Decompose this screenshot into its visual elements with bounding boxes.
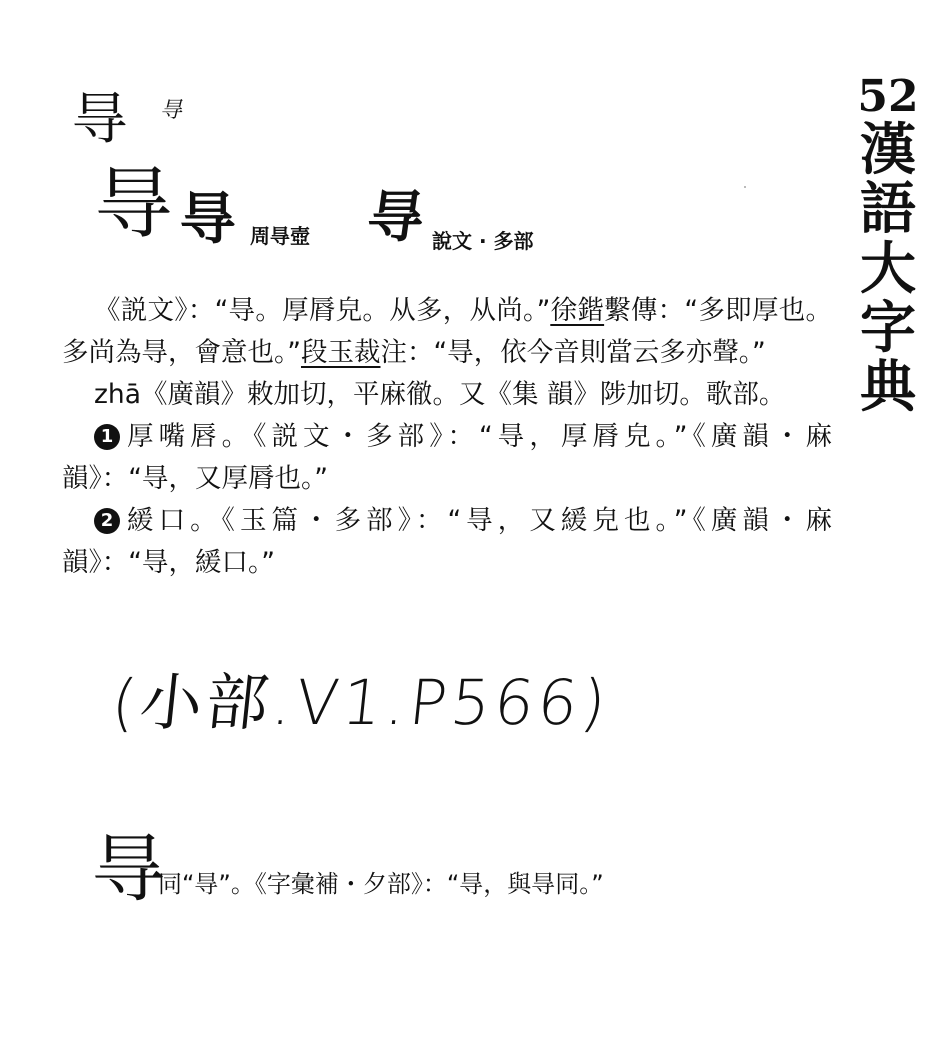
entry2-head-character: 㝵 xyxy=(92,826,166,912)
handwritten-reference-note: (小部.V1.P566) xyxy=(108,666,614,739)
etymology-text: 注：“㝵，依今音則當云多亦聲。” xyxy=(380,337,766,368)
entry-small-variant-character: 㝵 xyxy=(160,98,183,123)
author-name-xu-kai: 徐鍇 xyxy=(550,295,605,326)
entry-head-character: 㝵 xyxy=(95,159,174,249)
etymology-text: 繫傳：“多即厚也。多尚為㝵，會意也。” xyxy=(62,295,832,368)
sense-1-text: 厚嘴唇。《説文・多部》：“㝵，厚脣皃。”《廣韻・麻韻》：“㝵，又厚脣也。” xyxy=(62,421,832,494)
sense-number-badge: 2 xyxy=(94,508,120,534)
author-name-duan-yucai: 段玉裁 xyxy=(300,337,381,368)
seal-script-form-2: 㝵 xyxy=(363,185,429,250)
title-char: 字 xyxy=(860,295,916,362)
page-number: 52 xyxy=(857,71,919,122)
sense-2 xyxy=(62,500,832,584)
title-char: 大 xyxy=(860,235,916,302)
entry-body xyxy=(62,290,832,584)
title-char: 漢 xyxy=(860,117,916,183)
sense-1 xyxy=(62,416,832,500)
title-char: 語 xyxy=(860,176,916,243)
seal-script-source-2: 說文 · 多部 xyxy=(432,229,534,253)
seal-script-form-1: 㝵 xyxy=(180,187,236,252)
entry2-definition: 同“㝵”。《字彙補・夕部》：“㝵，與㝵同。” xyxy=(158,870,604,898)
dictionary-title-chars xyxy=(860,117,916,421)
title-char: 典 xyxy=(860,354,916,421)
pronunciation-paragraph: zhā《廣韻》敕加切，平麻徹。又《集 韻》陟加切。歌部。 xyxy=(94,379,786,410)
seal-script-source-1: 周㝵壺 xyxy=(250,224,310,248)
sense-2-text: 緩口。《玉篇・多部》：“㝵，又緩皃也。”《廣韻・麻韻》：“㝵，緩口。” xyxy=(62,505,832,578)
scan-speck xyxy=(744,186,746,188)
sense-number-badge: 1 xyxy=(94,424,120,450)
etymology-text: 《説文》：“㝵。厚脣皃。从多，从尚。” xyxy=(94,295,551,326)
etymology-paragraph xyxy=(62,290,832,374)
entry-small-character: 㝵 xyxy=(72,87,128,152)
dictionary-side-title xyxy=(857,71,919,421)
